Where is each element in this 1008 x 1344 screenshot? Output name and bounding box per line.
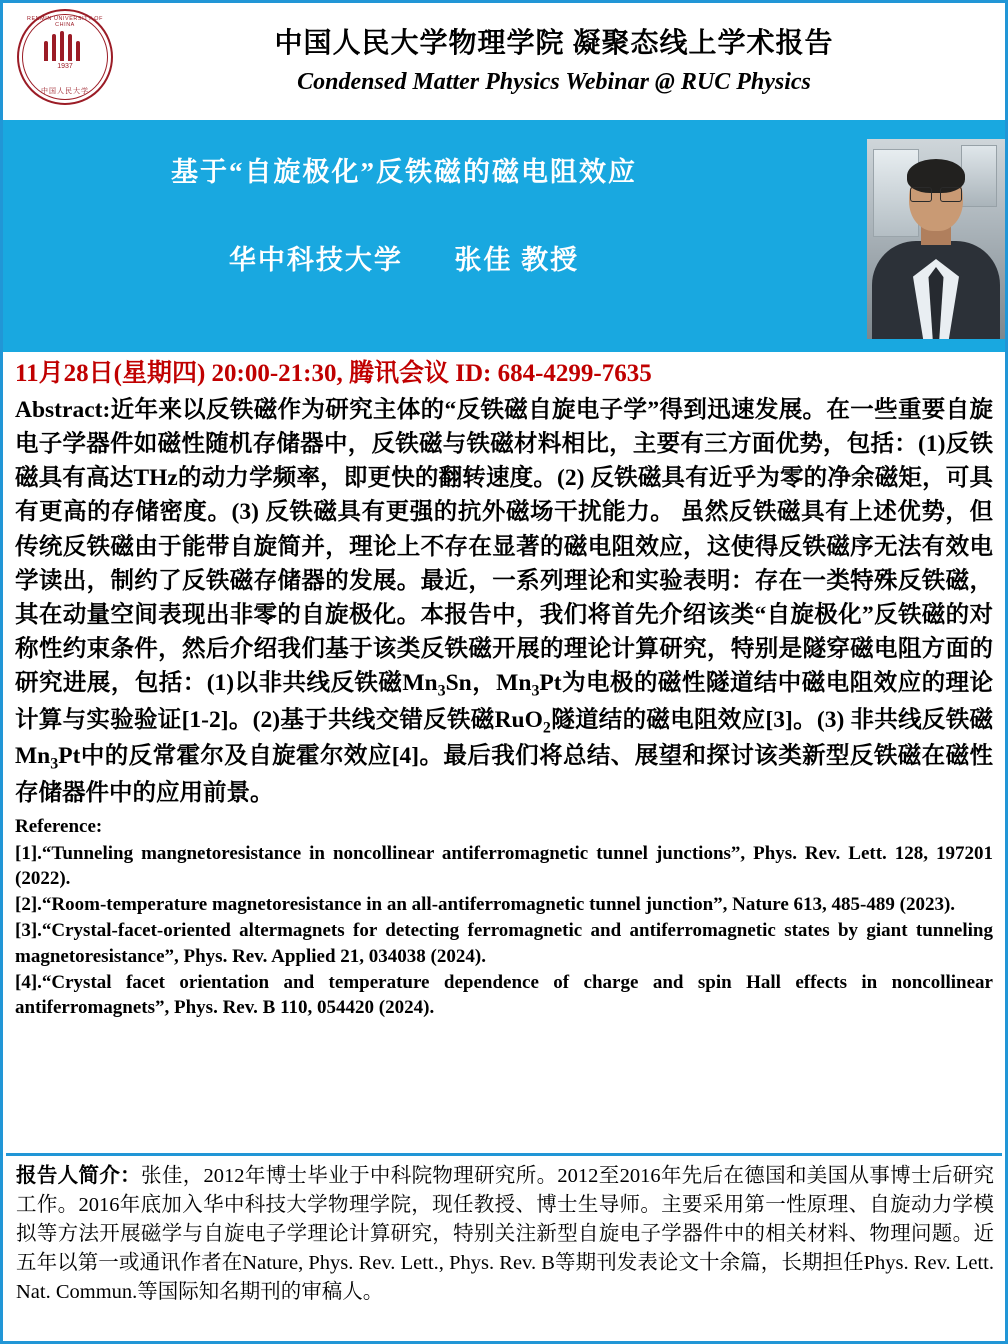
reference-item: [2].“Room-temperature magnetoresistance in an all-antiferromagnetic tunnel junction”, Nature 613, 485-489 (2023). bbox=[15, 894, 956, 916]
abstract-body-mid-2: Pt为电极的磁性隧道结中磁电阻效应的理论计算与实验验证[1-2]。(2)基于共线交错反铁磁RuO bbox=[15, 669, 994, 733]
talk-title: 基于“自旋极化”反铁磁的磁电阻效应 bbox=[171, 157, 637, 187]
reference-item: [1].“Tunneling mangnetoresistance in noncollinear antiferromagnetic tunnel junctions”, Phys. Rev. Lett. 128, 197201 (2022). bbox=[15, 842, 993, 889]
ruc-logo-icon bbox=[17, 9, 113, 105]
abstract-block bbox=[3, 391, 1005, 810]
abstract-body-end: Pt中的反常霍尔及自旋霍尔效应[4]。最后我们将总结、展望和探讨该类新型反铁磁在磁性存储器件中的应用前景。 bbox=[15, 743, 993, 807]
abstract-body-mid-3: 隧道结的磁电阻效应[3]。(3) 非共线反铁磁Mn bbox=[15, 706, 993, 770]
logo-top-text: RENMIN UNIVERSITY OF CHINA bbox=[27, 16, 103, 28]
banner-text-block bbox=[3, 120, 1005, 277]
reference-title: Reference: bbox=[15, 816, 103, 838]
glasses-icon bbox=[910, 187, 962, 201]
abstract-label: Abstract bbox=[15, 397, 103, 424]
talk-banner bbox=[3, 120, 1005, 352]
abstract-sub-3: 2 bbox=[542, 719, 551, 737]
reference-block bbox=[3, 810, 1005, 1020]
bio-label: 报告人简介： bbox=[16, 1165, 142, 1187]
logo-bottom-text: 中国人民大学 bbox=[41, 87, 89, 95]
reference-item: [3].“Crystal-facet-oriented altermagnets for detecting ferromagnetic and antiferromagnetic states by giant tunneling magnetoresistance”, Phys. Rev. Applied 21, 034038 (2024). bbox=[15, 920, 993, 967]
poster-header bbox=[3, 3, 1005, 120]
abstract-body-pre: :近年来以反铁磁作为研究主体的“反铁磁自旋电子学”得到迅速发展。在一些重要自旋电子学器件如磁性随机存储器中，反铁磁与铁磁材料相比，主要有三方面优势，包括：(1)反铁磁具有高达THz的动力学频率，即更快的翻转速度。(2) 反铁磁具有近乎为零的净余磁矩，可具有更高的存储密度。(3) 反铁磁具有更强的抗外磁场干扰能力。 虽然反铁磁具有上述优势，但传统反铁磁由于能带自旋简并，理论上不存在显著的磁电阻效应，这使得反铁磁序无法有效电学读出，制约了反铁磁存储器的发展。最近，一系列理论和实验表明：存在一类特殊反铁磁，其在动量空间表现出非零的自旋极化。本报告中，我们将首先介绍该类“自旋极化”反铁磁的对称性约束条件，然后介绍我们基于该类反铁磁开展的理论计算研究，特别是隧穿磁电阻方面的研究进展，包括：(1)以非共线反铁磁Mn bbox=[15, 397, 993, 696]
logo-emblem-icon bbox=[44, 31, 86, 61]
speaker-photo bbox=[867, 139, 1005, 339]
bio-text: 张佳，2012年博士毕业于中科院物理研究所。2012至2016年先后在德国和美国从事博士后研究工作。2016年底加入华中科技大学物理学院，现任教授、博士生导师。主要采用第一性原理、自旋动力学模拟等方法开展磁学与自旋电子学理论计算研究，特别关注新型自旋电子学器件中的相关材料、物理问题。近五年以第一或通讯作者在Nature, Phys. Rev. Lett., Phys. Rev. B等期刊发表论文十余篇，长期担任Phys. Rev. Lett. Nat. Commun.等国际知名期刊的审稿人。 bbox=[16, 1165, 995, 1304]
abstract-sub-4: 3 bbox=[50, 756, 59, 774]
event-dateline: 11月28日(星期四) 20:00-21:30, 腾讯会议 ID: 684-4299-7635 bbox=[15, 360, 652, 387]
speaker-bio-box bbox=[6, 1153, 1002, 1338]
speaker-line bbox=[3, 238, 805, 277]
logo-year: 1937 bbox=[57, 63, 73, 70]
abstract-body-mid-1: Sn，Mn bbox=[445, 669, 532, 696]
abstract-sub-2: 3 bbox=[531, 682, 540, 700]
speaker-name: 张佳 教授 bbox=[454, 244, 580, 275]
header-title-en: Condensed Matter Physics Webinar @ RUC Physics bbox=[297, 68, 811, 95]
abstract-sub-1: 3 bbox=[437, 682, 446, 700]
header-title-cn: 中国人民大学物理学院 凝聚态线上学术报告 bbox=[274, 28, 834, 60]
reference-item: [4].“Crystal facet orientation and temperature dependence of charge and spin Hall effects in noncollinear antiferromagnets”, Phys. Rev. B 110, 054420 (2024). bbox=[15, 971, 993, 1019]
speaker-affiliation: 华中科技大学 bbox=[228, 244, 403, 275]
photo-window-right bbox=[961, 145, 997, 207]
